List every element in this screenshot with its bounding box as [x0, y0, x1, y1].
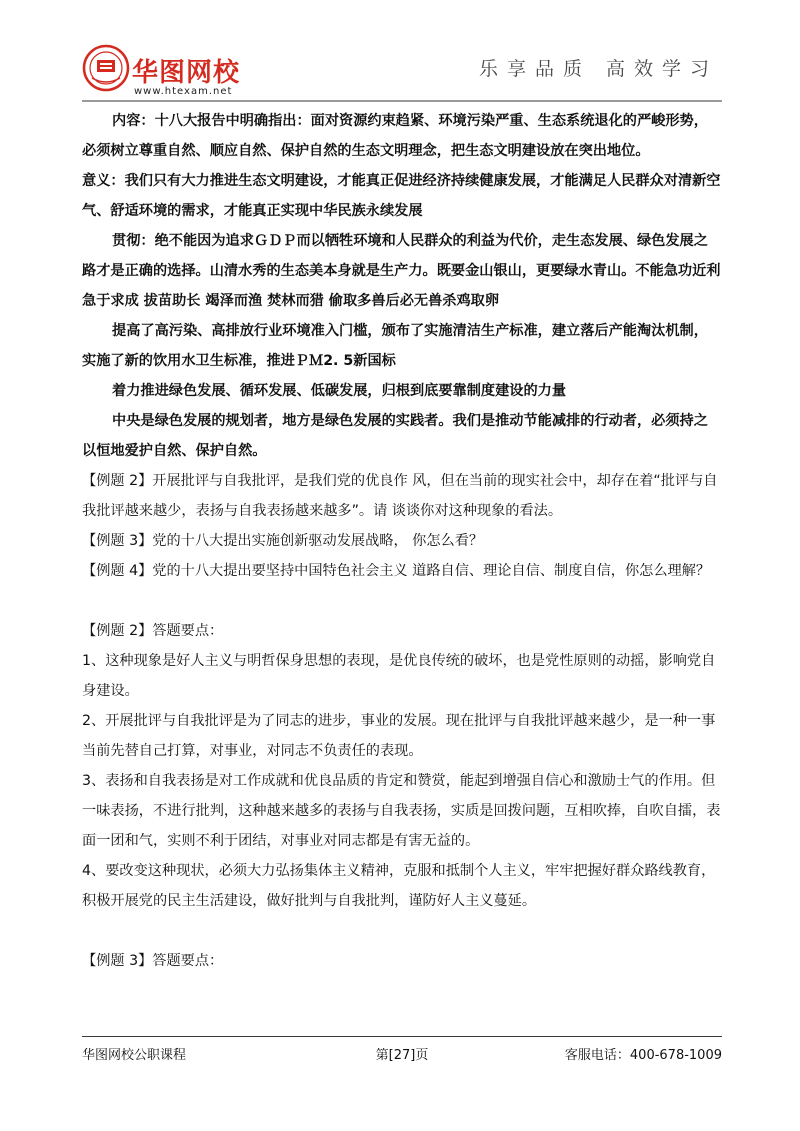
paragraph-content: 内容：十八大报告中明确指出：面对资源约束趋紧、环境污染严重、生态系统退化的严峻形势，必须树立尊重自然、顺应自然、保护自然的生态文明理念，把生态文明建设放在突出地位。: [82, 113, 708, 159]
page-footer: [82, 1044, 722, 1064]
logo-brand: 华图网校: [132, 58, 241, 88]
answer-2-point-3: 3、表扬和自我表扬是对工作成就和优良品质的肯定和赞赏，能起到增强自信心和激励士气的作用。但一味表扬，不进行批判，这种越来越多的表扬与自我表扬，实质是回拨问题，互相吹捧，自吹自擂，表面一团和气，实则不利于团结，对事业对同志都是有害无益的。: [82, 773, 721, 849]
spacer: [82, 916, 722, 946]
paragraph-implementation: 贯彻：绝不能因为追求ＧＤＰ而以牺牲环境和人民群众的利益为代价，走生态发展、绿色发展之路才是正确的选择。山清水秀的生态美本身就是生产力。既要金山银山，更要绿水青山。不能急功近利 急于求成 拔苗助长 竭泽而渔 焚林而猎 偷取多兽后必无兽杀鸡取卵: [82, 233, 721, 309]
answer-3-title: 【例题 3】答题要点：: [82, 953, 224, 969]
header-divider: [82, 100, 722, 102]
question-3: 【例题 3】党的十八大提出实施创新驱动发展战略， 你怎么看？: [82, 533, 484, 549]
logo-seal-icon: [82, 44, 130, 92]
answer-2-point-2: 2、开展批评与自我批评是为了同志的进步，事业的发展。现在批评与自我批评越来越少，是一种一事当前先替自己打算，对事业，对同志不负责任的表现。: [82, 713, 716, 759]
document-body: [82, 106, 722, 976]
paragraph-significance: 意义：我们只有大力推进生态文明建设，才能真正促进经济持续健康发展，才能满足人民群众对清新空气、舒适环境的需求，才能真正实现中华民族永续发展: [82, 173, 721, 219]
answer-2-point-4: 4、要改变这种现状，必须大力弘扬集体主义精神，克服和抵制个人主义，牢牢把握好群众路线教育，积极开展党的民主生活建设，做好批判与自我批判，谨防好人主义蔓延。: [82, 863, 716, 909]
question-4: 【例题 4】党的十八大提出要坚持中国特色社会主义 道路自信、理论自信、制度自信，你怎么理解？: [82, 563, 711, 579]
paragraph-measures: 提高了高污染、高排放行业环境准入门槛，颁布了实施清洁生产标准，建立落后产能淘汰机制，实施了新的饮用水卫生标准，推进ＰＭ2. 5新国标: [82, 323, 708, 369]
spacer: [82, 586, 722, 616]
paragraph-central-local: 中央是绿色发展的规划者，地方是绿色发展的实践者。我们是推动节能减排的行动者，必须持之以恒地爱护自然、保护自然。: [82, 413, 708, 459]
page-number: 第[27]页: [375, 1048, 429, 1063]
footer-divider: [82, 1036, 722, 1037]
question-2: 【例题 2】开展批评与自我批评，是我们党的优良作 风，但在当前的现实社会中，却存在着“批评与自 我批评越来越少，表扬与自我表扬越来越多”。请 谈谈你对这种现象的看法。: [82, 473, 718, 519]
footer-service-phone: 客服电话：400-678-1009: [564, 1048, 722, 1063]
footer-course-name: 华图网校公职课程: [82, 1048, 187, 1063]
header-slogan: 乐享品质 高效学习: [478, 58, 718, 80]
logo: [82, 44, 242, 96]
logo-site-url: www.htexam.net: [134, 86, 233, 97]
page-header: [82, 40, 722, 100]
answer-2-point-1: 1、这种现象是好人主义与明哲保身思想的表现，是优良传统的破坏，也是党性原则的动摇，影响党自身建设。: [82, 653, 716, 699]
paragraph-green-development: 着力推进绿色发展、循环发展、低碳发展，归根到底要靠制度建设的力量: [112, 383, 567, 399]
answer-2-title: 【例题 2】答题要点：: [82, 623, 224, 639]
